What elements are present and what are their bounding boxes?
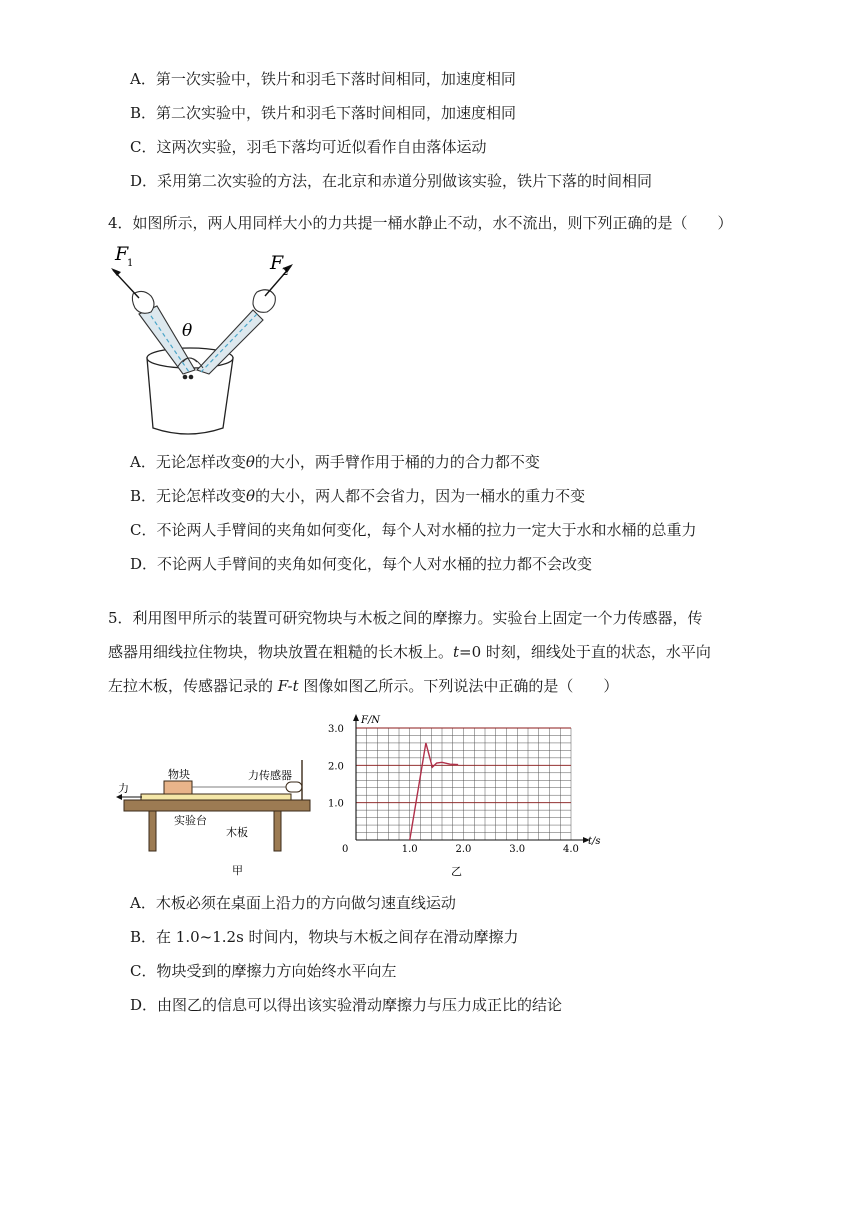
q5-stem-line1: 5．利用图甲所示的装置可研究物块与木板之间的摩擦力。实验台上固定一个力传感器，传 bbox=[108, 609, 703, 627]
figure-yi-caption: 乙 bbox=[451, 865, 462, 878]
f1-subscript: 1 bbox=[127, 258, 134, 269]
q5-option-d: D．由图乙的信息可以得出该实验滑动摩擦力与压力成正比的结论 bbox=[130, 996, 563, 1014]
x-tick-label: 2.0 bbox=[455, 844, 472, 855]
y-axis-label: F/N bbox=[361, 715, 381, 726]
y-tick-label: 2.0 bbox=[328, 761, 344, 773]
force-series-line bbox=[410, 743, 458, 840]
q3-option-a: A．第一次实验中，铁片和羽毛下落时间相同，加速度相同 bbox=[130, 70, 516, 88]
force-label: 力 bbox=[118, 782, 129, 795]
q4-option-d: D．不论两人手臂间的夹角如何变化，每个人对水桶的拉力都不会改变 bbox=[130, 555, 593, 573]
experiment-table-top bbox=[124, 800, 310, 811]
force-sensor bbox=[286, 782, 302, 792]
bucket-figure bbox=[105, 240, 305, 440]
y-axis-arrow bbox=[353, 714, 359, 721]
q4-option-b: B．无论怎样改变θ的大小，两人都不会省力，因为一桶水的重力不变 bbox=[130, 487, 586, 505]
ft-chart bbox=[326, 712, 611, 882]
y-tick-label: 1.0 bbox=[328, 798, 344, 810]
figure-jia-caption: 甲 bbox=[232, 864, 243, 877]
q3-option-c: C．这两次实验，羽毛下落均可近似看作自由落体运动 bbox=[130, 138, 487, 156]
x-axis-label: t/s bbox=[588, 836, 601, 847]
y-tick-label: 3.0 bbox=[328, 724, 344, 735]
q5-option-c: C．物块受到的摩擦力方向始终水平向左 bbox=[130, 962, 397, 980]
q5-stem-line2: 感器用细线拉住物块，物块放置在粗糙的长木板上。t=0 时刻，细线处于直的状态，水平向 bbox=[108, 643, 711, 661]
f2-label: F bbox=[270, 252, 284, 274]
table-leg-right bbox=[274, 811, 281, 851]
apparatus-figure bbox=[108, 760, 318, 880]
x-tick-label: 0 bbox=[342, 844, 349, 855]
board-label: 木板 bbox=[226, 826, 248, 839]
q5-option-b: B．在 1.0~1.2s 时间内，物块与木板之间存在滑动摩擦力 bbox=[130, 928, 519, 946]
q3-option-b: B．第二次实验中，铁片和羽毛下落时间相同，加速度相同 bbox=[130, 104, 517, 122]
q4-stem: 4．如图所示，两人用同样大小的力共提一桶水静止不动，水不流出，则下列正确的是（ ） bbox=[108, 214, 733, 232]
q5-stem-line3: 左拉木板，传感器记录的 F-t 图像如图乙所示。下列说法中正确的是（ ） bbox=[108, 677, 619, 695]
sensor-label: 力传感器 bbox=[248, 769, 292, 782]
f2-subscript: 2 bbox=[282, 267, 289, 278]
x-tick-label: 1.0 bbox=[401, 844, 418, 855]
wooden-board bbox=[141, 794, 291, 800]
table-leg-left bbox=[149, 811, 156, 851]
table-label: 实验台 bbox=[174, 814, 207, 827]
q4-option-c: C．不论两人手臂间的夹角如何变化，每个人对水桶的拉力一定大于水和水桶的总重力 bbox=[130, 521, 697, 539]
theta-label: θ bbox=[182, 321, 193, 341]
q5-option-a: A．木板必须在桌面上沿力的方向做匀速直线运动 bbox=[130, 894, 456, 912]
x-tick-label: 3.0 bbox=[509, 844, 526, 855]
block bbox=[164, 781, 192, 794]
right-hand bbox=[253, 290, 275, 313]
x-tick-label: 4.0 bbox=[563, 844, 579, 855]
q3-option-d: D．采用第二次实验的方法，在北京和赤道分别做该实验，铁片下落的时间相同 bbox=[130, 172, 653, 190]
block-label: 物块 bbox=[168, 768, 190, 781]
f1-label: F bbox=[115, 243, 129, 265]
q4-option-a: A．无论怎样改变θ的大小，两手臂作用于桶的力的合力都不变 bbox=[130, 453, 540, 471]
